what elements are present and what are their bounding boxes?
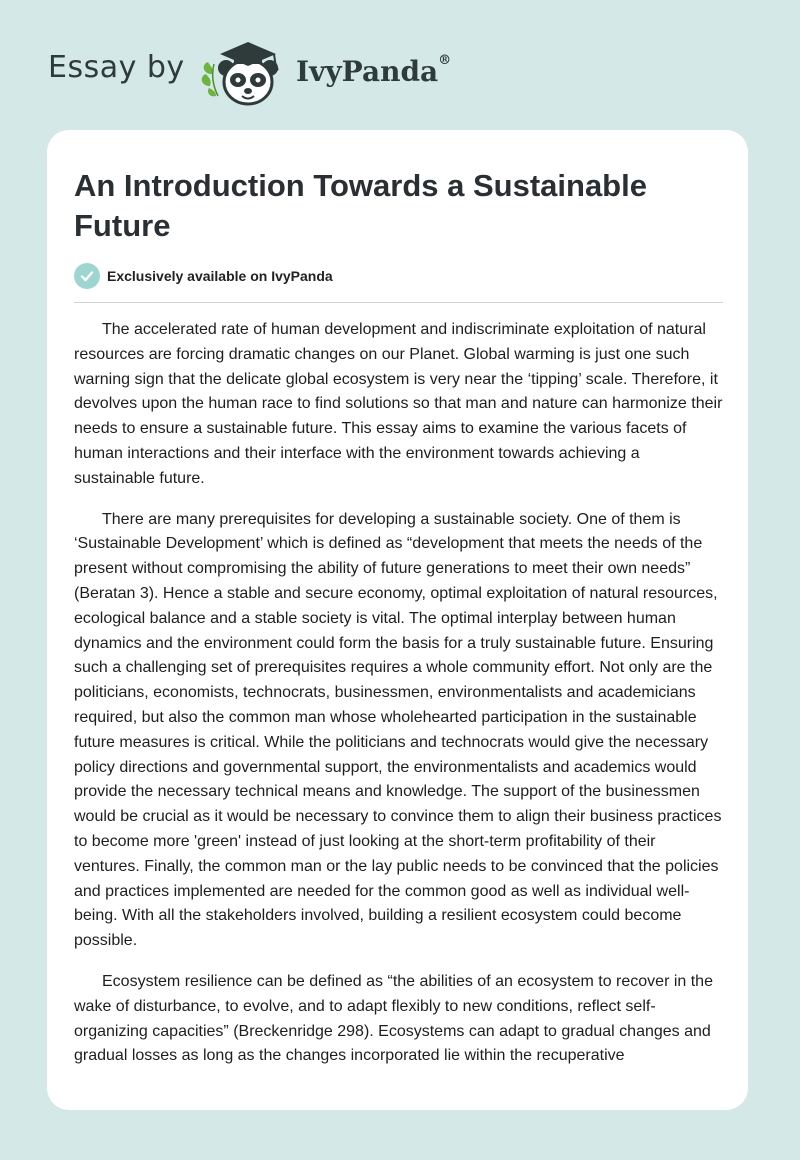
exclusive-badge [74,263,333,289]
paragraph-2: There are many prerequisites for developing a sustainable society. One of them is ‘Sustainable Development’ which is defined as “development that meets the needs of the present without compromising the ability of future generations to meet their own needs” (Beratan 3). Hence a stable and secure economy, optimal exploitation of natural resources, ecological balance and a stable society is vital. The optimal interplay between human dynamics and the environment could form the basis for a truly sustainable future. Ensuring such a challenging set of prerequisites requires a whole community effort. Not only are the politicians, economists, technocrats, businessmen, environmentalists and academicians required, but also the common man whose wholehearted participation in the sustainable future measures is critical. While the politicians and technocrats would give the necessary policy directions and governmental support, the environmentalists and academics would provide the necessary technical means and knowledge. The support of the businessmen would be crucial as it would be necessary to convince them to align their business practices to become more 'green' instead of just looking at the short-term profitability of their ventures. Finally, the common man or the lay public needs to be convinced that the policies and practices implemented are needed for the common good as well as individual well-being. With all the stakeholders involved, building a resilient ecosystem could become possible. [74,510,722,950]
brand-text: IvyPanda [296,55,439,88]
paragraph-1: The accelerated rate of human development and indiscriminate exploitation of natural resources are forcing dramatic changes on our Planet. Global warming is just one such warning sign that the delicate global ecosystem is very near the ‘tipping’ scale. Therefore, it devolves upon the human race to find solutions so that man and nature can harmonize their needs to ensure a sustainable future. This essay aims to examine the various facets of human interactions and their interface with the environment towards achieving a sustainable future. [74,321,723,487]
divider [74,302,723,303]
check-icon [74,263,100,289]
page-title: An Introduction Towards a Sustainable Future [74,168,647,243]
essay-card [47,130,748,1110]
site-header [0,0,800,130]
panda-graduate-logo-icon[interactable] [200,34,292,110]
badge-text: Exclusively available on IvyPanda [107,268,333,284]
registered-mark: ® [438,53,452,68]
essay-by-label: Essay by [48,50,185,85]
brand-name[interactable] [296,55,451,88]
essay-body [74,318,724,1085]
paragraph-3: Ecosystem resilience can be defined as “the abilities of an ecosystem to recover in the wake of disturbance, to evolve, and to adapt flexibly to new conditions, reflect self-organizing capacities” (Breckenridge 298). Ecosystems can adapt to gradual changes and gradual losses as long as the changes incorporated lie within the recuperative [74,972,713,1065]
